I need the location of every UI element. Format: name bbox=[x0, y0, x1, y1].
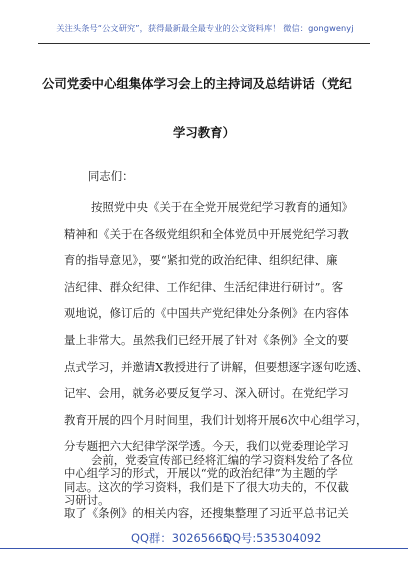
paragraph-line: 洁纪律、群众纪律、工作纪律、生活纪律进行研讨”。客 bbox=[64, 279, 344, 294]
paragraph-line: 精神和《关于在各级党组织和全体党员中开展党纪学习教 bbox=[64, 226, 349, 241]
footer-divider bbox=[0, 548, 408, 549]
paragraph-line: 同志。这次的学习资料，我们是下了很大功夫的，不仅截 bbox=[64, 479, 349, 494]
document-title-line1: 公司党委中心组集体学习会上的主持词及总结讲话（党纪 bbox=[42, 76, 352, 91]
paragraph-line: 习研讨。 bbox=[64, 492, 110, 507]
paragraph-line: 取了《条例》的相关内容，还搜集整理了习近平总书记关 bbox=[64, 506, 349, 521]
paragraph-line: 量上非常大。虽然我们已经开展了针对《条例》全文的要 bbox=[64, 332, 349, 347]
footer-qq-group: QQ群：30265665 bbox=[131, 531, 230, 545]
header-divider bbox=[38, 43, 370, 44]
salutation: 同志们： bbox=[88, 169, 134, 183]
paragraph-line: 观地说，修订后的《中国共产党纪律处分条例》在内容体 bbox=[64, 306, 349, 321]
paragraph-line: 会前，党委宣传部已经将汇编的学习资料发给了各位 bbox=[91, 453, 353, 467]
page-footer bbox=[0, 530, 408, 548]
paragraph-line: 点式学习，并邀请X教授进行了讲解，但要想逐字逐句吃透、 bbox=[64, 359, 369, 374]
paragraph-line: 育的指导意见》，要“紧扣党的政治纪律、组织纪律、廉 bbox=[64, 253, 338, 268]
paragraph-2 bbox=[64, 447, 374, 527]
footer-qq-number: QQ号:535304092 bbox=[223, 531, 322, 545]
header-promo-note: 关注头条号“公文研究”，获得最新最全最专业的公文资料库！ 微信：gongwenyj bbox=[56, 23, 354, 33]
document-title-line2: 学习教育） bbox=[173, 125, 235, 140]
paragraph-line: 中心组学习的形式，开展以“党的政治纪律”为主题的学 bbox=[64, 465, 338, 480]
paragraph-line: 记牢、会用，就务必要反复学习、深入研讨。在党纪学习 bbox=[64, 386, 349, 401]
paragraph-line: 按照党中央《关于在全党开展党纪学习教育的通知》 bbox=[91, 200, 353, 214]
paragraph-line: 教育开展的四个月时间里，我们计划将开展6次中心组学习， bbox=[64, 412, 368, 427]
paragraph-line: 分专题把六大纪律学深学透。今天，我们以党委理论学习 bbox=[64, 439, 349, 454]
